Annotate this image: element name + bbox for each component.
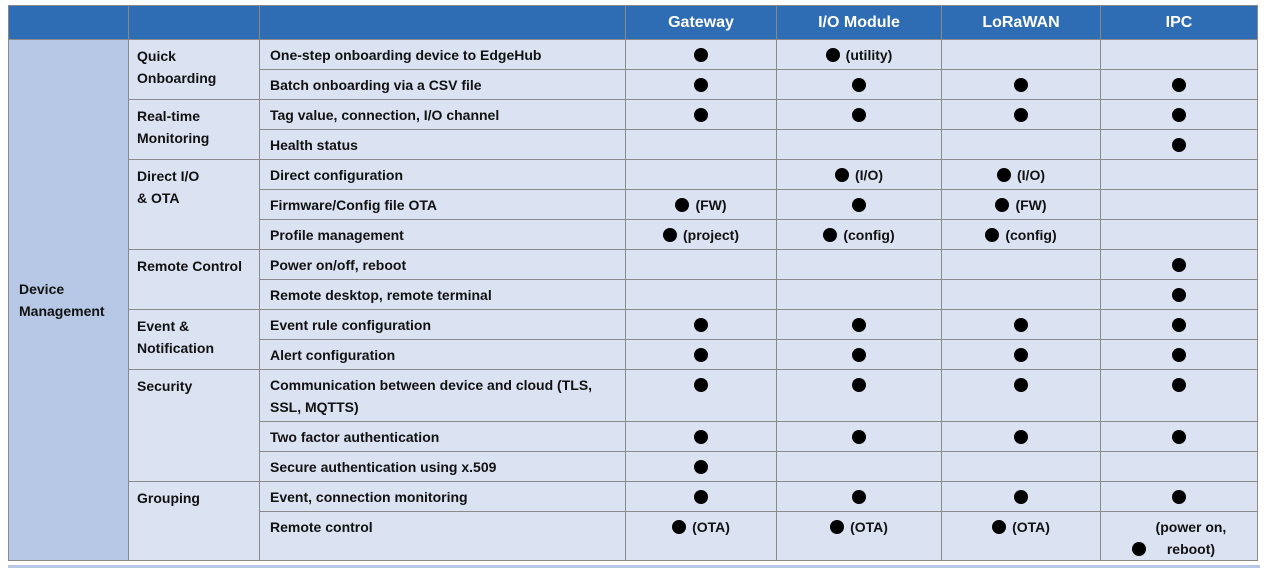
gateway-cell — [626, 220, 777, 250]
filled-dot-icon — [1014, 430, 1028, 444]
group-line-2: & OTA — [137, 190, 180, 206]
io-module-cell — [777, 310, 942, 340]
group-quick-onboarding — [129, 40, 260, 100]
filled-dot-icon — [852, 198, 866, 212]
cell-note: (config) — [1005, 227, 1057, 243]
feature-cell: Direct configuration — [260, 160, 626, 190]
lorawan-cell — [942, 190, 1101, 220]
feature-cell: Profile management — [260, 220, 626, 250]
filled-dot-icon — [823, 228, 837, 242]
lorawan-cell — [942, 422, 1101, 452]
table-row — [9, 250, 1258, 280]
filled-dot-icon — [675, 198, 689, 212]
header-blank-3 — [260, 6, 626, 40]
io-module-cell — [777, 40, 942, 70]
feature-cell: Secure authentication using x.509 — [260, 452, 626, 482]
filled-dot-icon — [694, 48, 708, 62]
category-line-1: Device — [19, 281, 65, 297]
lorawan-cell — [942, 280, 1101, 310]
ipc-cell — [1101, 100, 1258, 130]
group-realtime-monitoring — [129, 100, 260, 160]
lorawan-cell — [942, 370, 1101, 422]
filled-dot-icon — [694, 318, 708, 332]
gateway-cell — [626, 130, 777, 160]
cell-note: (FW) — [695, 197, 727, 213]
io-module-cell — [777, 452, 942, 482]
feature-cell: Power on/off, reboot — [260, 250, 626, 280]
ipc-cell — [1101, 280, 1258, 310]
filled-dot-icon — [826, 48, 840, 62]
filled-dot-icon — [694, 460, 708, 474]
group-line-1: Security — [137, 378, 193, 394]
group-remote-control — [129, 250, 260, 310]
category-device-management — [9, 40, 129, 561]
ipc-cell — [1101, 422, 1258, 452]
cell-note: (utility) — [845, 47, 893, 63]
header-io-module: I/O Module — [777, 6, 942, 40]
cell-note: (I/O) — [1017, 167, 1045, 183]
filled-dot-icon — [985, 228, 999, 242]
cell-note-line-1: (power on, — [1155, 519, 1227, 535]
group-line-1: Grouping — [137, 490, 200, 506]
filled-dot-icon — [1172, 258, 1186, 272]
io-module-cell — [777, 160, 942, 190]
feature-line-1: Communication between device and cloud (TLS, — [270, 377, 593, 393]
filled-dot-icon — [1014, 490, 1028, 504]
filled-dot-icon — [1014, 108, 1028, 122]
lorawan-cell — [942, 512, 1101, 561]
header-row — [9, 6, 1258, 40]
table-row — [9, 40, 1258, 70]
filled-dot-icon — [1172, 430, 1186, 444]
group-line-1: Quick — [137, 48, 176, 64]
gateway-cell — [626, 452, 777, 482]
ipc-cell — [1101, 160, 1258, 190]
io-module-cell — [777, 190, 942, 220]
ipc-cell — [1101, 190, 1258, 220]
ipc-cell — [1101, 452, 1258, 482]
filled-dot-icon — [694, 78, 708, 92]
io-module-cell — [777, 482, 942, 512]
group-line-2: Onboarding — [137, 70, 217, 86]
header-lorawan: LoRaWAN — [942, 6, 1101, 40]
io-module-cell — [777, 100, 942, 130]
cell-note: (OTA) — [1012, 519, 1050, 535]
filled-dot-icon — [694, 490, 708, 504]
cell-note: (project) — [683, 227, 739, 243]
filled-dot-icon — [997, 168, 1011, 182]
filled-dot-icon — [1172, 490, 1186, 504]
header-ipc: IPC — [1101, 6, 1258, 40]
feature-cell: Remote desktop, remote terminal — [260, 280, 626, 310]
gateway-cell — [626, 250, 777, 280]
ipc-cell — [1101, 220, 1258, 250]
filled-dot-icon — [852, 490, 866, 504]
ipc-cell — [1101, 250, 1258, 280]
filled-dot-icon — [830, 520, 844, 534]
ipc-cell — [1101, 482, 1258, 512]
feature-cell: Alert configuration — [260, 340, 626, 370]
gateway-cell — [626, 310, 777, 340]
table-row — [9, 370, 1258, 422]
filled-dot-icon — [852, 108, 866, 122]
table-row — [9, 310, 1258, 340]
group-direct-io-ota — [129, 160, 260, 250]
group-line-2: Notification — [137, 340, 214, 356]
filled-dot-icon — [1132, 542, 1146, 556]
filled-dot-icon — [852, 318, 866, 332]
header-gateway: Gateway — [626, 6, 777, 40]
header-blank-2 — [129, 6, 260, 40]
table-row — [9, 100, 1258, 130]
io-module-cell — [777, 422, 942, 452]
filled-dot-icon — [663, 228, 677, 242]
feature-cell: Firmware/Config file OTA — [260, 190, 626, 220]
gateway-cell — [626, 160, 777, 190]
filled-dot-icon — [1172, 108, 1186, 122]
gateway-cell — [626, 370, 777, 422]
ipc-cell — [1101, 130, 1258, 160]
feature-line-2: SSL, MQTTS) — [270, 399, 359, 415]
lorawan-cell — [942, 452, 1101, 482]
lorawan-cell — [942, 100, 1101, 130]
ipc-cell — [1101, 70, 1258, 100]
filled-dot-icon — [1172, 348, 1186, 362]
filled-dot-icon — [694, 430, 708, 444]
io-module-cell — [777, 130, 942, 160]
filled-dot-icon — [1172, 288, 1186, 302]
cell-note — [1156, 516, 1227, 560]
feature-cell: Remote control — [260, 512, 626, 561]
cell-note: (config) — [843, 227, 895, 243]
feature-cell: Health status — [260, 130, 626, 160]
io-module-cell — [777, 512, 942, 561]
group-grouping — [129, 482, 260, 561]
cell-note: (OTA) — [850, 519, 888, 535]
filled-dot-icon — [852, 78, 866, 92]
ipc-cell — [1101, 340, 1258, 370]
gateway-cell — [626, 100, 777, 130]
gateway-cell — [626, 482, 777, 512]
cell-note: (OTA) — [692, 519, 730, 535]
gateway-cell — [626, 40, 777, 70]
filled-dot-icon — [1172, 78, 1186, 92]
feature-table — [8, 5, 1258, 561]
feature-cell: Event, connection monitoring — [260, 482, 626, 512]
cell-note: (FW) — [1015, 197, 1047, 213]
cell-note-line-2: reboot) — [1166, 541, 1216, 557]
ipc-cell — [1101, 310, 1258, 340]
group-line-2: Monitoring — [137, 130, 210, 146]
table-row — [9, 482, 1258, 512]
ipc-cell — [1101, 370, 1258, 422]
filled-dot-icon — [1014, 78, 1028, 92]
lorawan-cell — [942, 250, 1101, 280]
filled-dot-icon — [1014, 378, 1028, 392]
filled-dot-icon — [672, 520, 686, 534]
filled-dot-icon — [1172, 378, 1186, 392]
lorawan-cell — [942, 40, 1101, 70]
feature-cell: One-step onboarding device to EdgeHub — [260, 40, 626, 70]
feature-cell: Two factor authentication — [260, 422, 626, 452]
io-module-cell — [777, 340, 942, 370]
filled-dot-icon — [835, 168, 849, 182]
gateway-cell — [626, 190, 777, 220]
ipc-cell — [1101, 512, 1258, 561]
filled-dot-icon — [1172, 138, 1186, 152]
lorawan-cell — [942, 160, 1101, 190]
io-module-cell — [777, 280, 942, 310]
filled-dot-icon — [852, 378, 866, 392]
filled-dot-icon — [1014, 348, 1028, 362]
filled-dot-icon — [852, 348, 866, 362]
io-module-cell — [777, 220, 942, 250]
gateway-cell — [626, 70, 777, 100]
lorawan-cell — [942, 482, 1101, 512]
io-module-cell — [777, 70, 942, 100]
header-blank-1 — [9, 6, 129, 40]
group-security — [129, 370, 260, 482]
gateway-cell — [626, 422, 777, 452]
lorawan-cell — [942, 220, 1101, 250]
feature-cell: Batch onboarding via a CSV file — [260, 70, 626, 100]
group-line-1: Real-time — [137, 108, 201, 124]
gateway-cell — [626, 340, 777, 370]
group-line-1: Direct I/O — [137, 168, 200, 184]
feature-cell: Tag value, connection, I/O channel — [260, 100, 626, 130]
filled-dot-icon — [1014, 318, 1028, 332]
filled-dot-icon — [852, 430, 866, 444]
ipc-cell — [1101, 40, 1258, 70]
lorawan-cell — [942, 70, 1101, 100]
feature-cell: Event rule configuration — [260, 310, 626, 340]
filled-dot-icon — [992, 520, 1006, 534]
io-module-cell — [777, 250, 942, 280]
filled-dot-icon — [694, 348, 708, 362]
group-line-1: Event & — [137, 318, 190, 334]
group-event-notification — [129, 310, 260, 370]
table-row — [9, 160, 1258, 190]
filled-dot-icon — [694, 378, 708, 392]
gateway-cell — [626, 512, 777, 561]
feature-cell — [260, 370, 626, 422]
filled-dot-icon — [1172, 318, 1186, 332]
lorawan-cell — [942, 340, 1101, 370]
group-line-1: Remote Control — [137, 258, 242, 274]
filled-dot-icon — [995, 198, 1009, 212]
category-line-2: Management — [19, 303, 105, 319]
filled-dot-icon — [694, 108, 708, 122]
feature-matrix — [8, 5, 1258, 561]
lorawan-cell — [942, 130, 1101, 160]
gateway-cell — [626, 280, 777, 310]
lorawan-cell — [942, 310, 1101, 340]
cell-note: (I/O) — [855, 167, 883, 183]
io-module-cell — [777, 370, 942, 422]
